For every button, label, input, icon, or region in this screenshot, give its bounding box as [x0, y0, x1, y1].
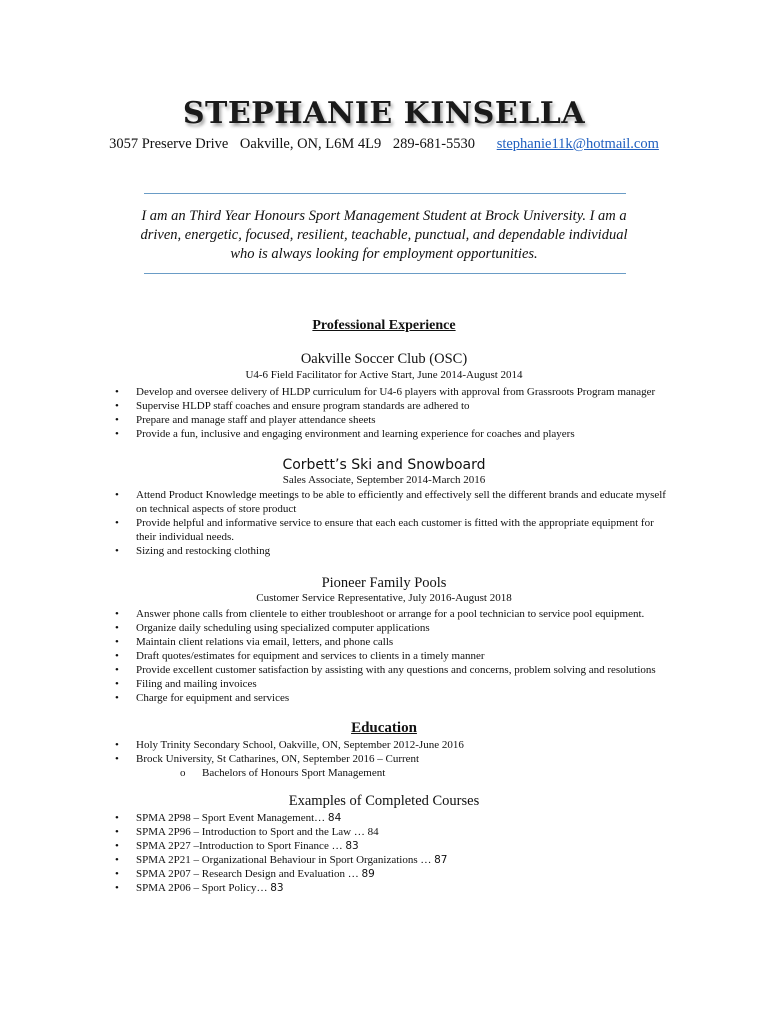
list-item	[115, 839, 675, 853]
course-code: SPMA 2P96 –	[136, 826, 202, 838]
email-link[interactable]: stephanie11k@hotmail.com	[496, 136, 659, 152]
list-item: • Attend Product Knowledge meetings to be able to efficiently and effectively sell the different brands and educate myself on technical aspects of store product	[115, 488, 675, 516]
course-grade: 83	[345, 840, 359, 852]
course-grade: 87	[434, 854, 448, 866]
phone: 289-681-5530	[392, 136, 476, 152]
job-bullets-corbetts	[115, 488, 675, 558]
course-code: SPMA 2P21 –	[136, 854, 202, 866]
course-sep: …	[256, 882, 271, 894]
course-sep: …	[345, 868, 362, 880]
list-item: • Provide helpful and informative service to ensure that each each customer is fitted with the appropriate equipment for their individual needs.	[115, 516, 675, 544]
list-item: • Draft quotes/estimates for equipment and services to clients in a timely manner	[115, 649, 675, 663]
job-org-pioneer: Pioneer Family Pools	[321, 575, 447, 591]
address: 3057 Preserve Drive	[109, 136, 229, 152]
course-grade: 89	[361, 868, 375, 880]
course-sep: …	[351, 826, 368, 838]
summary-top-rule	[144, 193, 626, 194]
list-item: • Answer phone calls from clientele to either troubleshoot or arrange for a pool technician to service pool equipment.	[115, 607, 675, 621]
course-name: Sport Policy	[201, 882, 257, 894]
list-item	[115, 867, 675, 881]
summary-bottom-rule	[144, 273, 626, 274]
list-item: o Bachelors of Honours Sport Management	[136, 766, 675, 780]
course-name: Introduction to Sport and the Law	[201, 826, 352, 838]
list-item	[115, 752, 675, 780]
course-code: SPMA 2P27 –	[136, 840, 199, 852]
education-heading: Education	[351, 720, 417, 736]
course-sep: …	[314, 812, 328, 824]
list-item: • Maintain client relations via email, letters, and phone calls	[115, 635, 675, 649]
course-grade: 83	[270, 882, 284, 894]
summary-text: I am an Third Year Honours Sport Management Student at Brock University. I am a driven, energetic, focused, resilient, teachable, punctual, and dependable individual who is always looking for employment opportunities.	[140, 208, 628, 262]
courses-heading: Examples of Completed Courses	[288, 793, 480, 809]
job-org-corbetts: Corbett’s Ski and Snowboard	[282, 457, 486, 473]
list-item: • Holy Trinity Secondary School, Oakville, ON, September 2012-June 2016	[115, 738, 675, 752]
course-grade: 84	[367, 826, 379, 838]
city: Oakville, ON, L6M 4L9	[239, 136, 382, 152]
applicant-name: STEPHANIE KINSELLA	[182, 96, 586, 131]
contact-line	[0, 136, 768, 153]
list-item	[115, 881, 675, 895]
list-item: • Sizing and restocking clothing	[115, 544, 675, 558]
list-item: • Filing and mailing invoices	[115, 677, 675, 691]
list-item: • Charge for equipment and services	[115, 691, 675, 705]
education-list	[115, 738, 675, 780]
list-item: • Organize daily scheduling using specialized computer applications	[115, 621, 675, 635]
education-item-text: Brock University, St Catharines, ON, September 2016 – Current	[136, 753, 420, 765]
list-item: • Provide excellent customer satisfaction by assisting with any questions and concerns, problem solving and resolutions	[115, 663, 675, 677]
list-item: • Supervise HLDP staff coaches and ensure program standards are adhered to	[115, 399, 675, 413]
course-code: SPMA 2P06 –	[136, 882, 202, 894]
course-name: Introduction to Sport Finance	[198, 840, 329, 852]
course-sep: …	[417, 854, 435, 866]
course-name: Organizational Behaviour in Sport Organizations	[201, 854, 418, 866]
list-item: • Develop and oversee delivery of HLDP curriculum for U4-6 players with approval from Grassroots Program manager	[115, 385, 675, 399]
list-item	[115, 825, 675, 839]
course-sep: …	[328, 840, 346, 852]
course-code: SPMA 2P07 –	[136, 868, 202, 880]
job-bullets-osc	[115, 385, 675, 441]
course-name: Sport Event Management	[201, 812, 315, 824]
course-code: SPMA 2P98 –	[136, 812, 202, 824]
job-role-osc: U4-6 Field Facilitator for Active Start, June 2014-August 2014	[245, 369, 523, 381]
course-name: Research Design and Evaluation	[201, 868, 345, 880]
courses-list	[115, 811, 675, 895]
education-sub-list	[136, 766, 675, 780]
list-item: • Provide a fun, inclusive and engaging environment and learning experience for coaches and players	[115, 427, 675, 441]
job-role-pioneer: Customer Service Representative, July 2016-August 2018	[256, 592, 512, 604]
list-item: • Prepare and manage staff and player attendance sheets	[115, 413, 675, 427]
list-item	[115, 853, 675, 867]
job-org-osc: Oakville Soccer Club (OSC)	[300, 351, 468, 367]
job-role-corbetts: Sales Associate, September 2014-March 2016	[282, 474, 486, 486]
job-bullets-pioneer	[115, 607, 675, 705]
list-item	[115, 811, 675, 825]
experience-heading: Professional Experience	[312, 318, 456, 333]
course-grade: 84	[327, 812, 342, 824]
